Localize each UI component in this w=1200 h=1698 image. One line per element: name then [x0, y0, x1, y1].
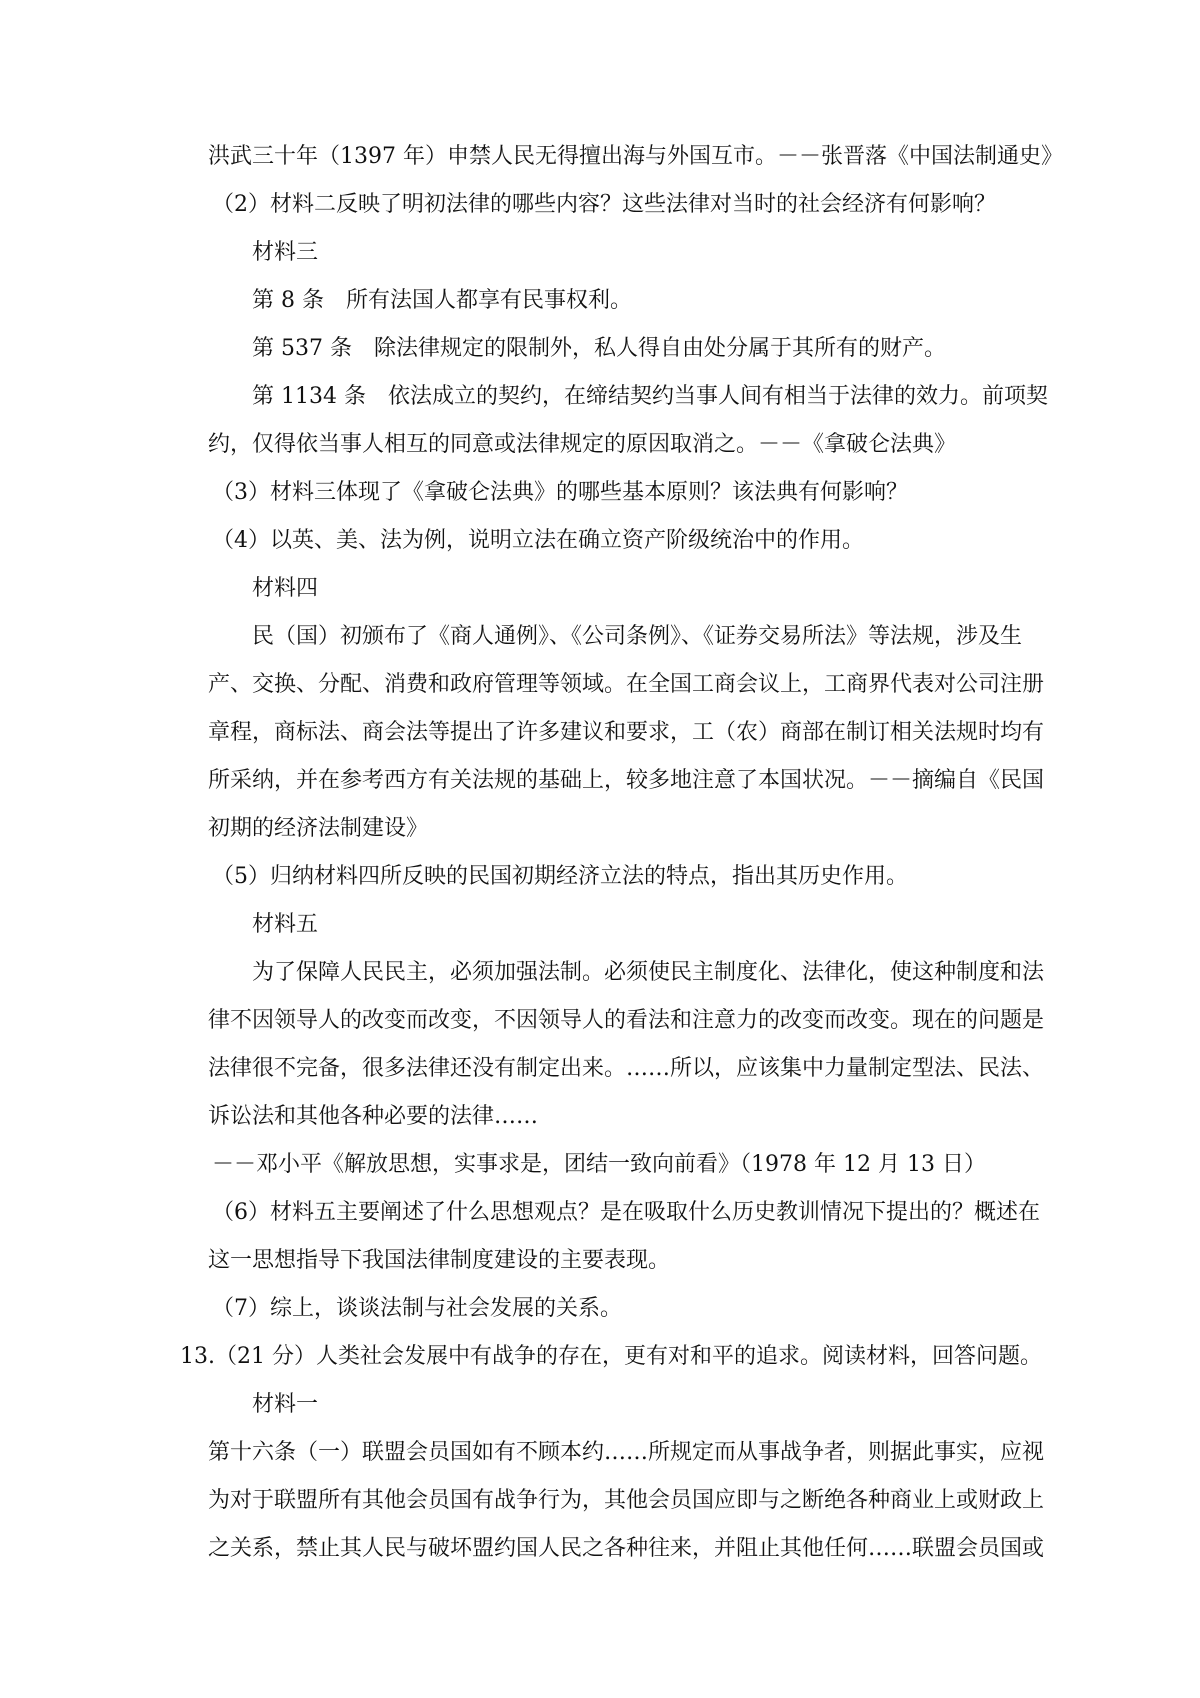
question-7: （7）综上，谈谈法制与社会发展的关系。	[212, 1296, 622, 1321]
text-line: 章程，商标法、商会法等提出了许多建议和要求，工（农）商部在制订相关法规时均有	[208, 720, 1045, 745]
text-line: 之关系，禁止其人民与破坏盟约国人民之各种往来，并阻止其他任何……联盟会员国或	[208, 1536, 1045, 1561]
text-line: 法律很不完备，很多法律还没有制定出来。……所以，应该集中力量制定型法、民法、	[208, 1056, 1045, 1081]
question-5: （5）归纳材料四所反映的民国初期经济立法的特点，指出其历史作用。	[212, 864, 908, 889]
citation: －－邓小平《解放思想，实事求是，团结一致向前看》（1978 年 12 月 13 日）	[212, 1152, 986, 1177]
text-line: 初期的经济法制建设》	[208, 816, 429, 841]
question-2: （2）材料二反映了明初法律的哪些内容？这些法律对当时的社会经济有何影响？	[212, 192, 996, 217]
question-3: （3）材料三体现了《拿破仑法典》的哪些基本原则？该法典有何影响？	[212, 480, 908, 505]
material-heading: 材料四	[252, 576, 319, 601]
text-line: 所采纳，并在参考西方有关法规的基础上，较多地注意了本国状况。－－摘编自《民国	[208, 768, 1045, 793]
text-line: 律不因领导人的改变而改变，不因领导人的看法和注意力的改变而改变。现在的问题是	[208, 1008, 1045, 1033]
text-line: 洪武三十年（1397 年）申禁人民无得擅出海与外国互市。－－张晋落《中国法制通史》	[208, 144, 1063, 169]
question-13: 13.（21 分）人类社会发展中有战争的存在，更有对和平的追求。阅读材料，回答问题。	[180, 1344, 1042, 1369]
question-6: （6）材料五主要阐述了什么思想观点？是在吸取什么历史教训情况下提出的？概述在	[212, 1200, 1040, 1225]
text-line: 产、交换、分配、消费和政府管理等领域。在全国工商会议上，工商界代表对公司注册	[208, 672, 1045, 697]
text-line: 约，仅得依当事人相互的同意或法律规定的原因取消之。－－《拿破仑法典》	[208, 432, 957, 457]
text-line: 第十六条（一）联盟会员国如有不顾本约……所规定而从事战争者，则据此事实，应视	[208, 1440, 1045, 1465]
text-line: 为了保障人民民主，必须加强法制。必须使民主制度化、法律化，使这种制度和法	[252, 960, 1045, 985]
text-line: 第 8 条 所有法国人都享有民事权利。	[252, 288, 632, 313]
text-line: 诉讼法和其他各种必要的法律……	[208, 1104, 539, 1129]
text-line: 这一思想指导下我国法律制度建设的主要表现。	[208, 1248, 671, 1273]
text-line: 为对于联盟所有其他会员国有战争行为，其他会员国应即与之断绝各种商业上或财政上	[208, 1488, 1045, 1513]
material-heading: 材料一	[252, 1392, 319, 1417]
text-line: 第 1134 条 依法成立的契约，在缔结契约当事人间有相当于法律的效力。前项契	[252, 384, 1048, 409]
material-heading: 材料五	[252, 912, 319, 937]
question-4: （4）以英、美、法为例，说明立法在确立资产阶级统治中的作用。	[212, 528, 864, 553]
text-line: 民（国）初颁布了《商人通例》、《公司条例》、《证券交易所法》等法规，涉及生	[252, 624, 1023, 649]
text-line: 第 537 条 除法律规定的限制外，私人得自由处分属于其所有的财产。	[252, 336, 946, 361]
material-heading: 材料三	[252, 240, 319, 265]
